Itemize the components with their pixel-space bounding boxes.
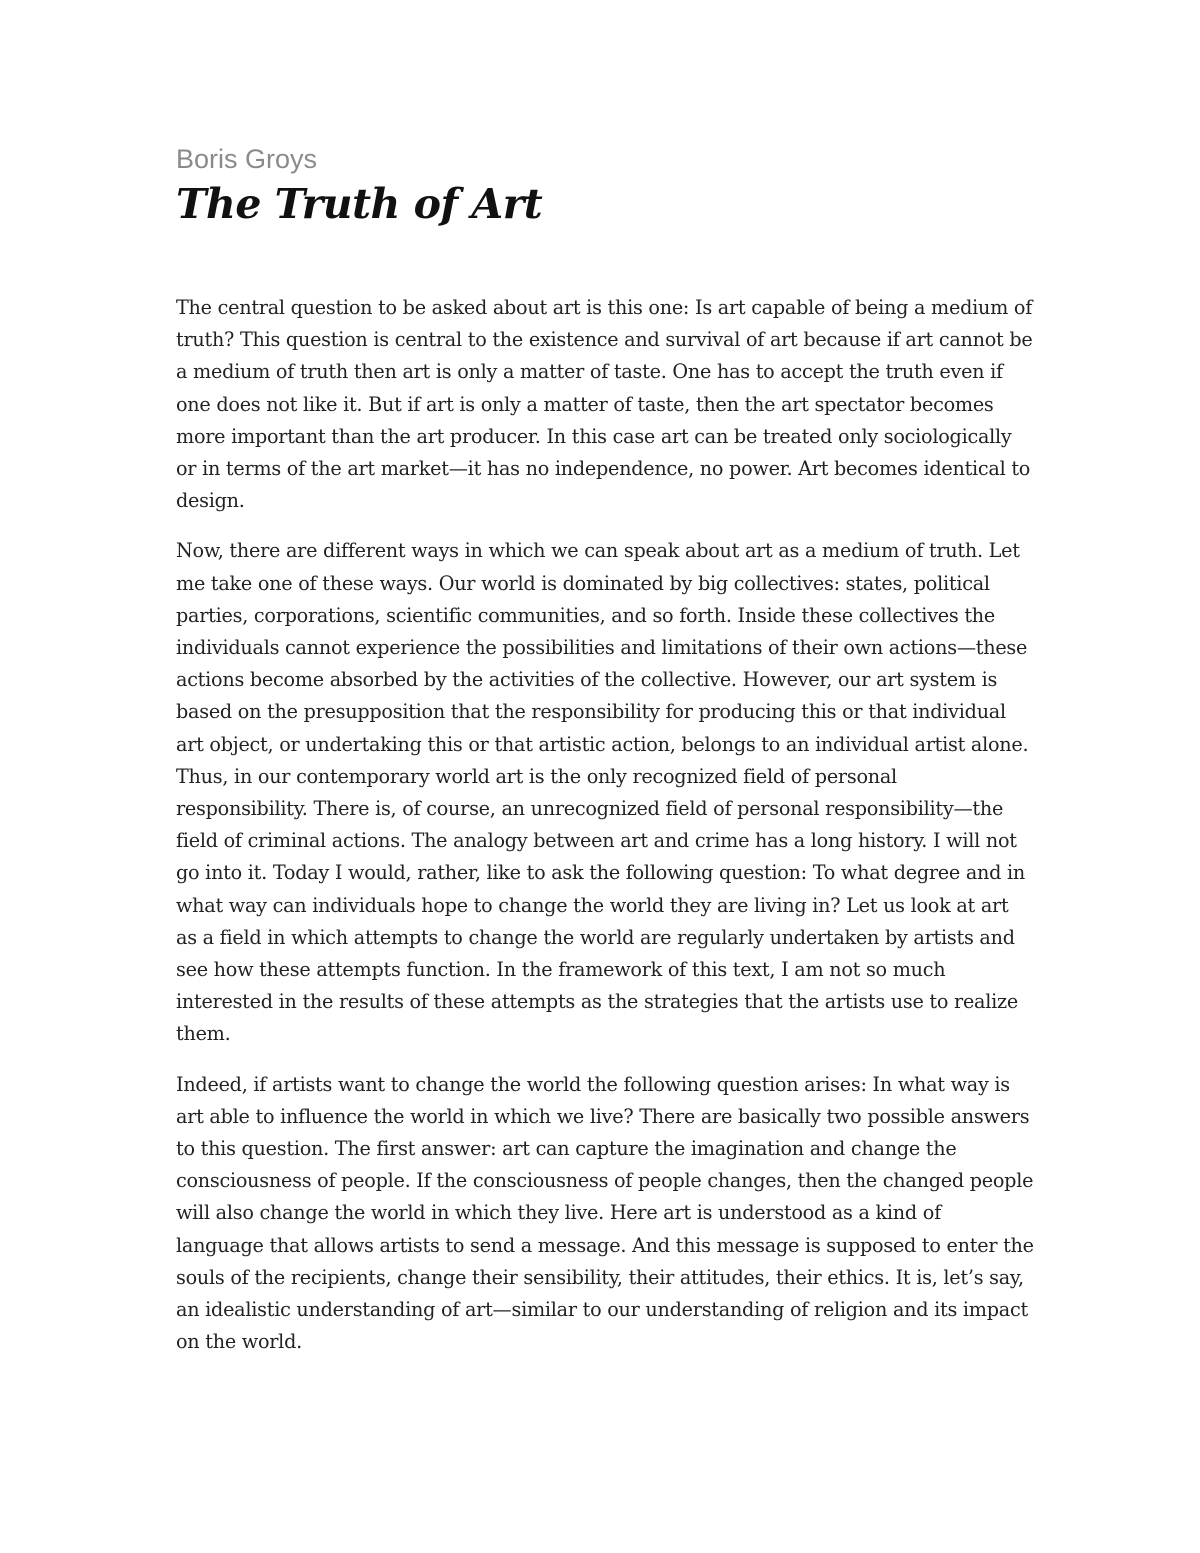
paragraph-2: Now, there are different ways in which we can speak about art as a medium of truth. Let me take one of these ways. Our world is dominated by big collectives: states, political parties, corporations, scientific communities, and so forth. Inside these collectives the individuals cannot experience the possibilities and limitations of their own actions—these actions become absorbed by the activities of the collective. However, our art system is based on the presupposition that the responsibility for producing this or that individual art object, or undertaking this or that artistic action, belongs to an individual artist alone. Thus, in our contemporary world art is the only recognized field of personal responsibility. There is, of course, an unrecognized field of personal responsibility—the field of criminal actions. The analogy between art and crime has a long history. I will not go into it. Today I would, rather, like to ask the following question: To what degree and in what way can individuals hope to change the world they are living in? Let us look at art as a field in which attempts to change the world are regularly undertaken by artists and see how these attempts function. In the framework of this text, I am not so much interested in the results of these attempts as the strategies that the artists use to realize them.	[176, 539, 1029, 1046]
paragraph-1: The central question to be asked about art is this one: Is art capable of being a medium of truth? This question is central to the existence and survival of art because if art cannot be a medium of truth then art is only a matter of taste. One has to accept the truth even if one does not like it. But if art is only a matter of taste, then the art spectator becomes more important than the art producer. In this case art can be treated only sociologically or in terms of the art market—it has no independence, no power. Art becomes identical to design.	[176, 296, 1033, 513]
document-header	[176, 140, 1036, 230]
paragraph-3: Indeed, if artists want to change the world the following question arises: In what way is art able to influence the world in which we live? There are basically two possible answers to this question. The first answer: art can capture the imagination and change the consciousness of people. If the consciousness of people changes, then the changed people will also change the world in which they live. Here art is understood as a kind of language that allows artists to send a message. And this message is supposed to enter the souls of the recipients, change their sensibility, their attitudes, their ethics. It is, let’s say, an idealistic understanding of art—similar to our understanding of religion and its impact on the world.	[176, 1072, 1034, 1354]
body-text	[176, 292, 1034, 1377]
author-name: Boris Groys	[176, 144, 318, 174]
document-title: The Truth of Art	[176, 180, 543, 228]
